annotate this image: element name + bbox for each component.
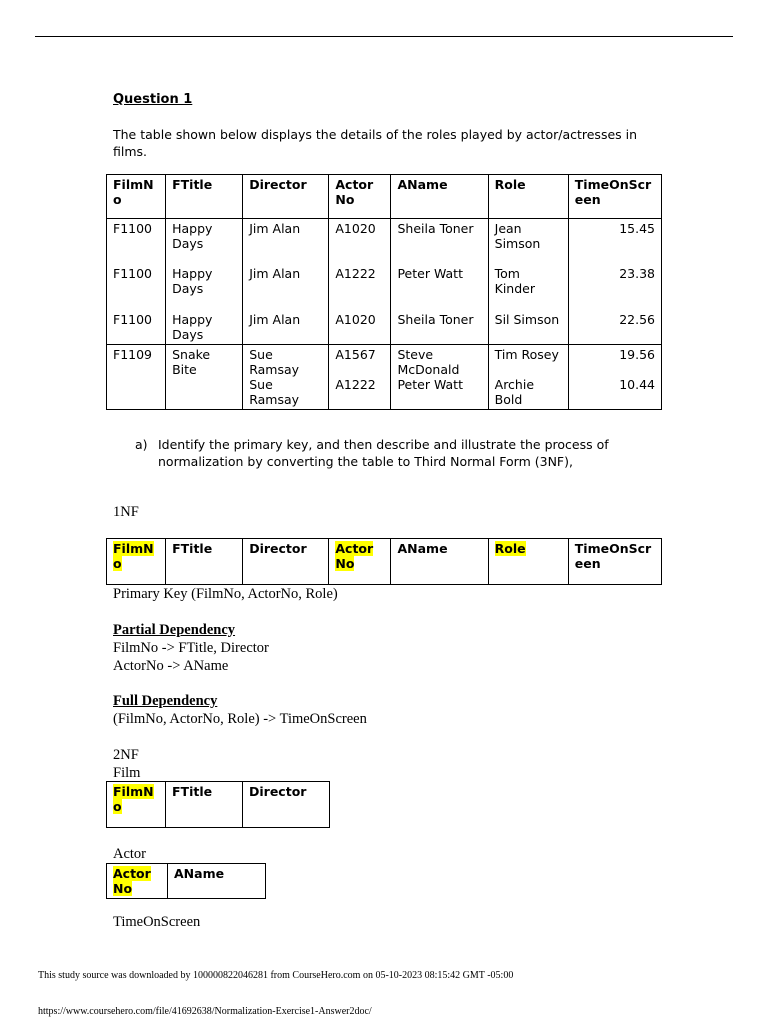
part-a	[135, 436, 609, 469]
cell: Sue Ramsay	[249, 347, 300, 377]
roles-table	[106, 174, 662, 410]
cell: Jean Simson	[494, 221, 541, 251]
question-title: Question 1	[113, 92, 193, 107]
nf2-label: 2NF	[113, 747, 139, 763]
cell: Jim Alan	[249, 221, 301, 236]
cell: Happy Days	[172, 221, 213, 251]
cell: Jim Alan	[249, 266, 301, 281]
header-cell-key: Role	[494, 541, 526, 556]
cell: 22.56	[619, 312, 655, 327]
header-cell: Director	[243, 175, 329, 219]
header-cell: TimeOnScr een	[568, 539, 661, 585]
header-cell-key: Actor No	[335, 541, 374, 571]
nf1-label: 1NF	[113, 504, 139, 520]
partial-dependency-line: FilmNo -> FTitle, Director	[113, 640, 269, 656]
table-row	[107, 219, 662, 345]
header-cell: Actor No	[329, 175, 391, 219]
cell: Jim Alan	[249, 312, 301, 327]
cell: Sheila Toner	[397, 312, 474, 327]
cell: Archie Bold	[494, 377, 535, 407]
cell: 23.38	[619, 266, 655, 281]
table-header-row	[107, 782, 330, 828]
header-cell-key: Actor No	[113, 866, 151, 896]
source-notice: This study source was downloaded by 100000822046281 from CourseHero.com on 05-10-2023 08:15:42 GMT -05:00	[38, 970, 514, 981]
cell: 15.45	[619, 221, 655, 236]
cell: Happy Days	[172, 312, 213, 342]
header-cell: Director	[243, 539, 329, 585]
table-header-row	[107, 864, 266, 899]
cell: F1109	[107, 345, 166, 410]
film-table-label: Film	[113, 765, 141, 781]
cell: Peter Watt	[397, 266, 463, 281]
cell: Sil Simson	[494, 312, 560, 327]
cell: Sheila Toner	[397, 221, 474, 236]
full-dependency-title: Full Dependency	[113, 693, 218, 709]
header-cell: FTitle	[166, 175, 243, 219]
cell: A1222	[335, 377, 376, 392]
cell: A1020	[335, 221, 376, 236]
actor-table	[106, 863, 266, 899]
table-row	[107, 345, 662, 410]
cell: Snake Bite	[166, 345, 243, 410]
header-cell: AName	[391, 175, 488, 219]
header-cell-key: FilmN o	[113, 784, 154, 814]
header-cell: FilmN o	[107, 175, 166, 219]
header-cell: FTitle	[166, 539, 243, 585]
cell: Tim Rosey	[494, 347, 559, 362]
cell: Peter Watt	[397, 377, 463, 392]
nf1-table	[106, 538, 662, 585]
partial-dependency-line: ActorNo -> AName	[113, 658, 229, 674]
cell: A1222	[335, 266, 376, 281]
cell: A1020	[335, 312, 376, 327]
cell: Tom Kinder	[494, 266, 535, 296]
header-cell: Director	[243, 782, 330, 828]
source-url[interactable]: https://www.coursehero.com/file/41692638/Normalization-Exercise1-Answer2doc/	[38, 1006, 372, 1017]
timeonscreen-table-label: TimeOnScreen	[113, 914, 201, 930]
cell: Happy Days	[172, 266, 213, 296]
actor-table-label: Actor	[113, 846, 147, 862]
header-cell: FTitle	[166, 782, 243, 828]
question-intro: The table shown below displays the details of the roles played by actor/actresses in films.	[113, 127, 638, 159]
film-table	[106, 781, 330, 828]
part-a-text: Identify the primary key, and then describe and illustrate the process of normalization by converting the table to Third Normal Form (3NF),	[158, 437, 609, 469]
cell: F1100	[113, 266, 153, 281]
cell: F1100	[113, 312, 153, 327]
cell: 19.56	[619, 347, 655, 362]
header-cell: AName	[391, 539, 488, 585]
cell: Sue Ramsay	[249, 377, 300, 407]
table-header-row	[107, 539, 662, 585]
cell: Steve McDonald	[397, 347, 460, 377]
table-header-row	[107, 175, 662, 219]
full-dependency-line: (FilmNo, ActorNo, Role) -> TimeOnScreen	[113, 711, 367, 727]
header-cell-key: FilmN o	[113, 541, 154, 571]
header-cell: TimeOnScr een	[568, 175, 661, 219]
part-a-marker: a)	[135, 437, 148, 452]
cell: 10.44	[619, 377, 655, 392]
primary-key-text: Primary Key (FilmNo, ActorNo, Role)	[113, 586, 338, 602]
cell: A1567	[335, 347, 376, 362]
header-cell: AName	[168, 864, 266, 899]
header-cell: Role	[488, 175, 568, 219]
cell: F1100	[113, 221, 153, 236]
top-rule	[35, 36, 733, 37]
partial-dependency-title: Partial Dependency	[113, 622, 236, 638]
